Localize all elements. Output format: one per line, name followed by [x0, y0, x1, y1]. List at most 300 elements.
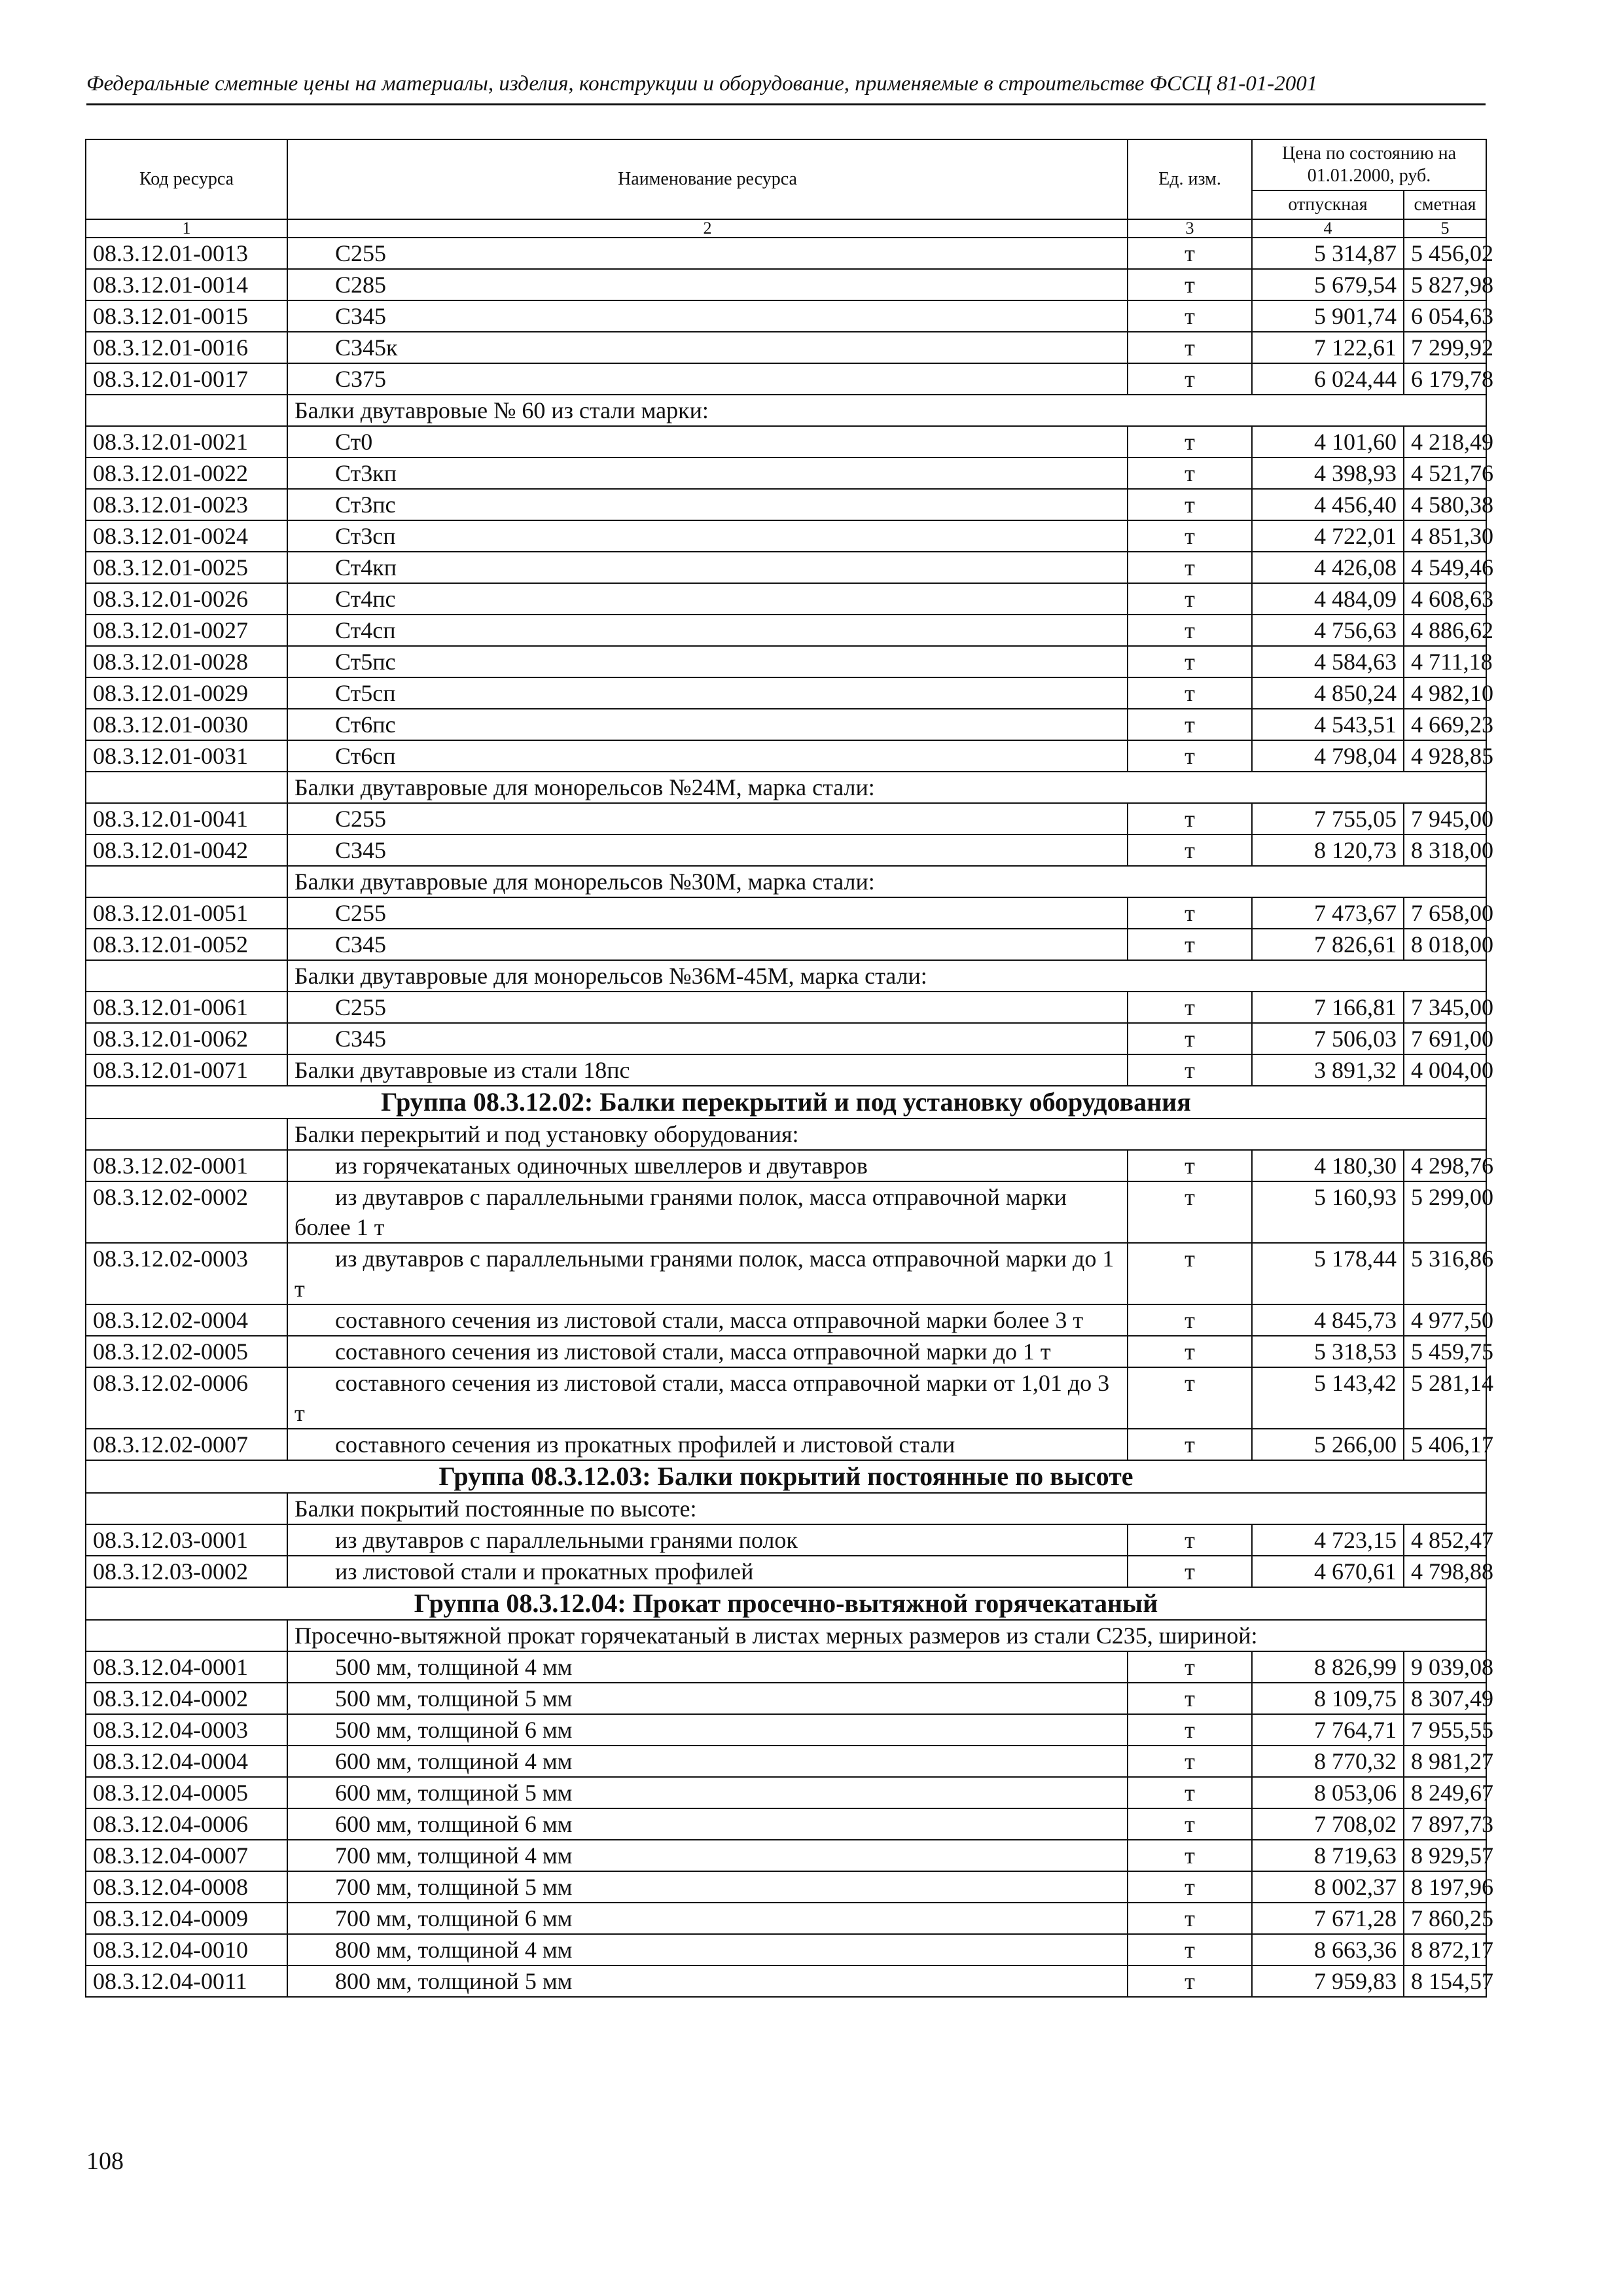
table-row [86, 1934, 1486, 1965]
column-header-estimate: сметная [1404, 190, 1486, 219]
unit-of-measure: т [1128, 583, 1252, 615]
group-row [86, 1587, 1486, 1620]
resource-code: 08.3.12.04-0001 [86, 1651, 287, 1683]
group-row [86, 1460, 1486, 1493]
table-row [86, 646, 1486, 677]
release-price: 7 473,67 [1252, 897, 1404, 929]
unit-of-measure: т [1128, 363, 1252, 395]
release-price: 8 109,75 [1252, 1683, 1404, 1714]
column-number: 3 [1128, 219, 1252, 238]
table-row [86, 426, 1486, 457]
resource-code: 08.3.12.04-0002 [86, 1683, 287, 1714]
release-price: 5 266,00 [1252, 1429, 1404, 1460]
column-header-unit: Ед. изм. [1128, 139, 1252, 219]
subgroup-row [86, 960, 1486, 992]
resource-code: 08.3.12.01-0023 [86, 489, 287, 520]
table-row [86, 1054, 1486, 1086]
release-price: 4 180,30 [1252, 1150, 1404, 1181]
resource-code: 08.3.12.03-0001 [86, 1524, 287, 1556]
table-row [86, 269, 1486, 300]
subgroup-title: Балки двутавровые для монорельсов №24М, марка стали: [287, 772, 1486, 803]
resource-code: 08.3.12.01-0016 [86, 332, 287, 363]
resource-name: С255 [287, 803, 1128, 834]
release-price: 5 314,87 [1252, 238, 1404, 269]
resource-name: составного сечения из листовой стали, масса отправочной марки более 3 т [287, 1304, 1128, 1336]
release-price: 7 122,61 [1252, 332, 1404, 363]
estimate-price: 4 711,18 [1404, 646, 1486, 677]
estimate-price: 4 549,46 [1404, 552, 1486, 583]
resource-code: 08.3.12.01-0051 [86, 897, 287, 929]
column-header-release: отпускная [1252, 190, 1404, 219]
resource-name: составного сечения из листовой стали, масса отправочной марки до 1 т [287, 1336, 1128, 1367]
estimate-price: 8 872,17 [1404, 1934, 1486, 1965]
resource-name: 600 мм, толщиной 4 мм [287, 1746, 1128, 1777]
estimate-price: 7 299,92 [1404, 332, 1486, 363]
resource-code: 08.3.12.01-0026 [86, 583, 287, 615]
release-price: 5 901,74 [1252, 300, 1404, 332]
estimate-price: 6 054,63 [1404, 300, 1486, 332]
table-row [86, 1524, 1486, 1556]
group-title: Группа 08.3.12.02: Балки перекрытий и под установку оборудования [86, 1086, 1486, 1119]
estimate-price: 7 945,00 [1404, 803, 1486, 834]
table-row [86, 1746, 1486, 1777]
resource-code: 08.3.12.01-0042 [86, 834, 287, 866]
unit-of-measure: т [1128, 489, 1252, 520]
table-row [86, 677, 1486, 709]
estimate-price: 8 318,00 [1404, 834, 1486, 866]
release-price: 5 160,93 [1252, 1181, 1404, 1243]
resource-code: 08.3.12.01-0062 [86, 1023, 287, 1054]
column-number: 2 [287, 219, 1128, 238]
resource-name: 700 мм, толщиной 4 мм [287, 1840, 1128, 1871]
resource-code: 08.3.12.01-0071 [86, 1054, 287, 1086]
estimate-price: 4 982,10 [1404, 677, 1486, 709]
table-row [86, 552, 1486, 583]
release-price: 8 002,37 [1252, 1871, 1404, 1903]
resource-code: 08.3.12.01-0017 [86, 363, 287, 395]
table-row [86, 1683, 1486, 1714]
release-price: 4 756,63 [1252, 615, 1404, 646]
subgroup-title: Просечно-вытяжной прокат горячекатаный в листах мерных размеров из стали С235, шириной: [287, 1620, 1486, 1651]
unit-of-measure: т [1128, 1150, 1252, 1181]
resource-code: 08.3.12.01-0030 [86, 709, 287, 740]
unit-of-measure: т [1128, 992, 1252, 1023]
table-row [86, 709, 1486, 740]
table-row [86, 332, 1486, 363]
unit-of-measure: т [1128, 520, 1252, 552]
resource-code: 08.3.12.02-0007 [86, 1429, 287, 1460]
resource-code: 08.3.12.02-0004 [86, 1304, 287, 1336]
release-price: 8 053,06 [1252, 1777, 1404, 1808]
table-row [86, 1556, 1486, 1587]
estimate-price: 9 039,08 [1404, 1651, 1486, 1683]
estimate-price: 7 345,00 [1404, 992, 1486, 1023]
resource-code: 08.3.12.01-0027 [86, 615, 287, 646]
unit-of-measure: т [1128, 238, 1252, 269]
page-header: Федеральные сметные цены на материалы, изделия, конструкции и оборудование, применяемые в строительстве ФССЦ 81-01-2001 [86, 72, 1318, 96]
unit-of-measure: т [1128, 1683, 1252, 1714]
subgroup-row [86, 1119, 1486, 1150]
resource-name: С255 [287, 238, 1128, 269]
resource-name: С375 [287, 363, 1128, 395]
release-price: 7 166,81 [1252, 992, 1404, 1023]
resource-code: 08.3.12.04-0007 [86, 1840, 287, 1871]
unit-of-measure: т [1128, 615, 1252, 646]
release-price: 4 398,93 [1252, 457, 1404, 489]
estimate-price: 4 798,88 [1404, 1556, 1486, 1587]
release-price: 7 708,02 [1252, 1808, 1404, 1840]
resource-code: 08.3.12.04-0004 [86, 1746, 287, 1777]
unit-of-measure: т [1128, 1777, 1252, 1808]
subgroup-title: Балки перекрытий и под установку оборудования: [287, 1119, 1486, 1150]
estimate-price: 7 955,55 [1404, 1714, 1486, 1746]
unit-of-measure: т [1128, 1556, 1252, 1587]
estimate-price: 4 851,30 [1404, 520, 1486, 552]
unit-of-measure: т [1128, 929, 1252, 960]
resource-name: С345 [287, 834, 1128, 866]
release-price: 5 178,44 [1252, 1243, 1404, 1304]
table-row [86, 1150, 1486, 1181]
unit-of-measure: т [1128, 1714, 1252, 1746]
resource-code: 08.3.12.01-0022 [86, 457, 287, 489]
unit-of-measure: т [1128, 897, 1252, 929]
unit-of-measure: т [1128, 1336, 1252, 1367]
estimate-price: 4 608,63 [1404, 583, 1486, 615]
resource-name: составного сечения из прокатных профилей и листовой стали [287, 1429, 1128, 1460]
column-number: 4 [1252, 219, 1404, 238]
resource-code: 08.3.12.04-0006 [86, 1808, 287, 1840]
resource-code: 08.3.12.01-0031 [86, 740, 287, 772]
release-price: 6 024,44 [1252, 363, 1404, 395]
table-row [86, 1871, 1486, 1903]
resource-code: 08.3.12.04-0009 [86, 1903, 287, 1934]
table-row [86, 1651, 1486, 1683]
resource-name: из двутавров с параллельными гранями полок, масса отправочной марки до 1 т [287, 1243, 1128, 1304]
column-number: 5 [1404, 219, 1486, 238]
price-table [85, 139, 1493, 1998]
release-price: 3 891,32 [1252, 1054, 1404, 1086]
release-price: 4 456,40 [1252, 489, 1404, 520]
resource-name: С345 [287, 300, 1128, 332]
table-row [86, 1429, 1486, 1460]
resource-name: Ст4кп [287, 552, 1128, 583]
resource-code: 08.3.12.01-0028 [86, 646, 287, 677]
unit-of-measure: т [1128, 1023, 1252, 1054]
resource-name: Балки двутавровые из стали 18пс [287, 1054, 1128, 1086]
group-title: Группа 08.3.12.03: Балки покрытий постоянные по высоте [86, 1460, 1486, 1493]
release-price: 4 101,60 [1252, 426, 1404, 457]
subgroup-row [86, 772, 1486, 803]
subgroup-title: Балки двутавровые для монорельсов №36М-45М, марка стали: [287, 960, 1486, 992]
resource-code: 08.3.12.02-0001 [86, 1150, 287, 1181]
table-row [86, 457, 1486, 489]
unit-of-measure: т [1128, 1304, 1252, 1336]
subgroup-title: Балки двутавровые № 60 из стали марки: [287, 395, 1486, 426]
release-price: 4 722,01 [1252, 520, 1404, 552]
unit-of-measure: т [1128, 1524, 1252, 1556]
table-row [86, 615, 1486, 646]
subgroup-row [86, 395, 1486, 426]
unit-of-measure: т [1128, 834, 1252, 866]
resource-code: 08.3.12.04-0005 [86, 1777, 287, 1808]
resource-name: С255 [287, 897, 1128, 929]
estimate-price: 4 298,76 [1404, 1150, 1486, 1181]
table-row [86, 992, 1486, 1023]
release-price: 4 543,51 [1252, 709, 1404, 740]
table-row [86, 489, 1486, 520]
unit-of-measure: т [1128, 1367, 1252, 1429]
release-price: 8 663,36 [1252, 1934, 1404, 1965]
release-price: 4 850,24 [1252, 677, 1404, 709]
estimate-price: 5 459,75 [1404, 1336, 1486, 1367]
estimate-price: 4 852,47 [1404, 1524, 1486, 1556]
resource-name: 500 мм, толщиной 6 мм [287, 1714, 1128, 1746]
resource-code: 08.3.12.04-0003 [86, 1714, 287, 1746]
unit-of-measure: т [1128, 1429, 1252, 1460]
resource-name: С345 [287, 1023, 1128, 1054]
release-price: 4 484,09 [1252, 583, 1404, 615]
table-row [86, 363, 1486, 395]
column-header-name: Наименование ресурса [287, 139, 1128, 219]
estimate-price: 8 307,49 [1404, 1683, 1486, 1714]
release-price: 4 723,15 [1252, 1524, 1404, 1556]
table-row [86, 1243, 1486, 1304]
estimate-price: 8 154,57 [1404, 1965, 1486, 1997]
resource-name: Ст6сп [287, 740, 1128, 772]
resource-code: 08.3.12.01-0021 [86, 426, 287, 457]
release-price: 5 143,42 [1252, 1367, 1404, 1429]
unit-of-measure: т [1128, 552, 1252, 583]
resource-name: 600 мм, толщиной 5 мм [287, 1777, 1128, 1808]
table-row [86, 583, 1486, 615]
release-price: 7 506,03 [1252, 1023, 1404, 1054]
estimate-price: 4 669,23 [1404, 709, 1486, 740]
release-price: 7 755,05 [1252, 803, 1404, 834]
empty-cell [86, 1620, 287, 1651]
resource-name: составного сечения из листовой стали, масса отправочной марки от 1,01 до 3 т [287, 1367, 1128, 1429]
resource-name: 800 мм, толщиной 4 мм [287, 1934, 1128, 1965]
unit-of-measure: т [1128, 1746, 1252, 1777]
release-price: 8 719,63 [1252, 1840, 1404, 1871]
estimate-price: 8 929,57 [1404, 1840, 1486, 1871]
table-row [86, 1367, 1486, 1429]
empty-cell [86, 960, 287, 992]
unit-of-measure: т [1128, 1871, 1252, 1903]
unit-of-measure: т [1128, 1903, 1252, 1934]
resource-name: Ст6пс [287, 709, 1128, 740]
resource-code: 08.3.12.04-0011 [86, 1965, 287, 1997]
unit-of-measure: т [1128, 1965, 1252, 1997]
resource-code: 08.3.12.02-0002 [86, 1181, 287, 1243]
release-price: 7 959,83 [1252, 1965, 1404, 1997]
table-row [86, 1304, 1486, 1336]
page-number: 108 [86, 2147, 124, 2175]
estimate-price: 4 004,00 [1404, 1054, 1486, 1086]
resource-name: 500 мм, толщиной 4 мм [287, 1651, 1128, 1683]
unit-of-measure: т [1128, 1651, 1252, 1683]
unit-of-measure: т [1128, 677, 1252, 709]
estimate-price: 7 860,25 [1404, 1903, 1486, 1934]
table-header [86, 139, 1486, 238]
resource-code: 08.3.12.01-0024 [86, 520, 287, 552]
unit-of-measure: т [1128, 426, 1252, 457]
release-price: 4 670,61 [1252, 1556, 1404, 1587]
release-price: 5 318,53 [1252, 1336, 1404, 1367]
column-header-code: Код ресурса [86, 139, 287, 219]
group-title: Группа 08.3.12.04: Прокат просечно-вытяжной горячекатаный [86, 1587, 1486, 1620]
estimate-price: 4 928,85 [1404, 740, 1486, 772]
group-row [86, 1086, 1486, 1119]
estimate-price: 5 456,02 [1404, 238, 1486, 269]
resource-code: 08.3.12.01-0029 [86, 677, 287, 709]
estimate-price: 4 977,50 [1404, 1304, 1486, 1336]
resource-name: Ст5сп [287, 677, 1128, 709]
estimate-price: 8 197,96 [1404, 1871, 1486, 1903]
table-row [86, 1808, 1486, 1840]
subgroup-title: Балки двутавровые для монорельсов №30М, марка стали: [287, 866, 1486, 897]
resource-name: из горячекатаных одиночных швеллеров и двутавров [287, 1150, 1128, 1181]
unit-of-measure: т [1128, 709, 1252, 740]
empty-cell [86, 1119, 287, 1150]
release-price: 4 798,04 [1252, 740, 1404, 772]
unit-of-measure: т [1128, 332, 1252, 363]
unit-of-measure: т [1128, 1808, 1252, 1840]
resource-name: С345к [287, 332, 1128, 363]
table-row [86, 803, 1486, 834]
subgroup-title: Балки покрытий постоянные по высоте: [287, 1493, 1486, 1524]
release-price: 7 671,28 [1252, 1903, 1404, 1934]
estimate-price: 8 018,00 [1404, 929, 1486, 960]
resource-name: Ст0 [287, 426, 1128, 457]
estimate-price: 5 299,00 [1404, 1181, 1486, 1243]
estimate-price: 8 981,27 [1404, 1746, 1486, 1777]
table-body [86, 238, 1493, 1997]
resource-code: 08.3.12.01-0015 [86, 300, 287, 332]
release-price: 8 770,32 [1252, 1746, 1404, 1777]
release-price: 8 120,73 [1252, 834, 1404, 866]
release-price: 7 764,71 [1252, 1714, 1404, 1746]
empty-cell [86, 395, 287, 426]
header-rule [86, 103, 1486, 105]
release-price: 5 679,54 [1252, 269, 1404, 300]
resource-name: Ст3пс [287, 489, 1128, 520]
unit-of-measure: т [1128, 300, 1252, 332]
estimate-price: 7 658,00 [1404, 897, 1486, 929]
table-row [86, 1023, 1486, 1054]
estimate-price: 8 249,67 [1404, 1777, 1486, 1808]
empty-cell [86, 866, 287, 897]
release-price: 4 426,08 [1252, 552, 1404, 583]
unit-of-measure: т [1128, 269, 1252, 300]
table-row [86, 834, 1486, 866]
resource-name: С345 [287, 929, 1128, 960]
resource-name: Ст5пс [287, 646, 1128, 677]
subgroup-row [86, 866, 1486, 897]
resource-code: 08.3.12.02-0003 [86, 1243, 287, 1304]
resource-code: 08.3.12.03-0002 [86, 1556, 287, 1587]
table-row [86, 300, 1486, 332]
estimate-price: 5 316,86 [1404, 1243, 1486, 1304]
table-row [86, 1965, 1486, 1997]
table-row [86, 929, 1486, 960]
table-row [86, 897, 1486, 929]
column-header-price: Цена по состоянию на 01.01.2000, руб. [1252, 139, 1486, 190]
subgroup-row [86, 1493, 1486, 1524]
table-row [86, 1840, 1486, 1871]
estimate-price: 7 691,00 [1404, 1023, 1486, 1054]
resource-name: Ст4пс [287, 583, 1128, 615]
estimate-price: 7 897,73 [1404, 1808, 1486, 1840]
resource-code: 08.3.12.01-0041 [86, 803, 287, 834]
table-row [86, 740, 1486, 772]
estimate-price: 4 218,49 [1404, 426, 1486, 457]
release-price: 7 826,61 [1252, 929, 1404, 960]
table-row [86, 520, 1486, 552]
estimate-price: 4 521,76 [1404, 457, 1486, 489]
unit-of-measure: т [1128, 740, 1252, 772]
unit-of-measure: т [1128, 646, 1252, 677]
resource-name: 700 мм, толщиной 6 мм [287, 1903, 1128, 1934]
unit-of-measure: т [1128, 1934, 1252, 1965]
estimate-price: 5 406,17 [1404, 1429, 1486, 1460]
resource-name: из листовой стали и прокатных профилей [287, 1556, 1128, 1587]
resource-code: 08.3.12.02-0006 [86, 1367, 287, 1429]
release-price: 8 826,99 [1252, 1651, 1404, 1683]
resource-code: 08.3.12.04-0008 [86, 1871, 287, 1903]
resource-code: 08.3.12.02-0005 [86, 1336, 287, 1367]
release-price: 4 845,73 [1252, 1304, 1404, 1336]
resource-code: 08.3.12.04-0010 [86, 1934, 287, 1965]
unit-of-measure: т [1128, 1243, 1252, 1304]
resource-name: 500 мм, толщиной 5 мм [287, 1683, 1128, 1714]
resource-name: Ст4сп [287, 615, 1128, 646]
resource-code: 08.3.12.01-0025 [86, 552, 287, 583]
release-price: 4 584,63 [1252, 646, 1404, 677]
table-row [86, 1903, 1486, 1934]
column-number: 1 [86, 219, 287, 238]
estimate-price: 6 179,78 [1404, 363, 1486, 395]
empty-cell [86, 772, 287, 803]
resource-name: из двутавров с параллельными гранями полок [287, 1524, 1128, 1556]
estimate-price: 4 580,38 [1404, 489, 1486, 520]
resource-name: 600 мм, толщиной 6 мм [287, 1808, 1128, 1840]
table-row [86, 1181, 1486, 1243]
table-row [86, 1777, 1486, 1808]
estimate-price: 4 886,62 [1404, 615, 1486, 646]
table-row [86, 1336, 1486, 1367]
resource-name: из двутавров с параллельными гранями полок, масса отправочной марки более 1 т [287, 1181, 1128, 1243]
table-row [86, 238, 1486, 269]
table-row [86, 1714, 1486, 1746]
resource-code: 08.3.12.01-0014 [86, 269, 287, 300]
resource-name: Ст3кп [287, 457, 1128, 489]
resource-name: Ст3сп [287, 520, 1128, 552]
unit-of-measure: т [1128, 803, 1252, 834]
resource-name: С255 [287, 992, 1128, 1023]
resource-code: 08.3.12.01-0061 [86, 992, 287, 1023]
unit-of-measure: т [1128, 457, 1252, 489]
unit-of-measure: т [1128, 1840, 1252, 1871]
subgroup-row [86, 1620, 1486, 1651]
resource-code: 08.3.12.01-0052 [86, 929, 287, 960]
resource-name: 800 мм, толщиной 5 мм [287, 1965, 1128, 1997]
estimate-price: 5 827,98 [1404, 269, 1486, 300]
resource-name: 700 мм, толщиной 5 мм [287, 1871, 1128, 1903]
resource-code: 08.3.12.01-0013 [86, 238, 287, 269]
unit-of-measure: т [1128, 1054, 1252, 1086]
unit-of-measure: т [1128, 1181, 1252, 1243]
empty-cell [86, 1493, 287, 1524]
